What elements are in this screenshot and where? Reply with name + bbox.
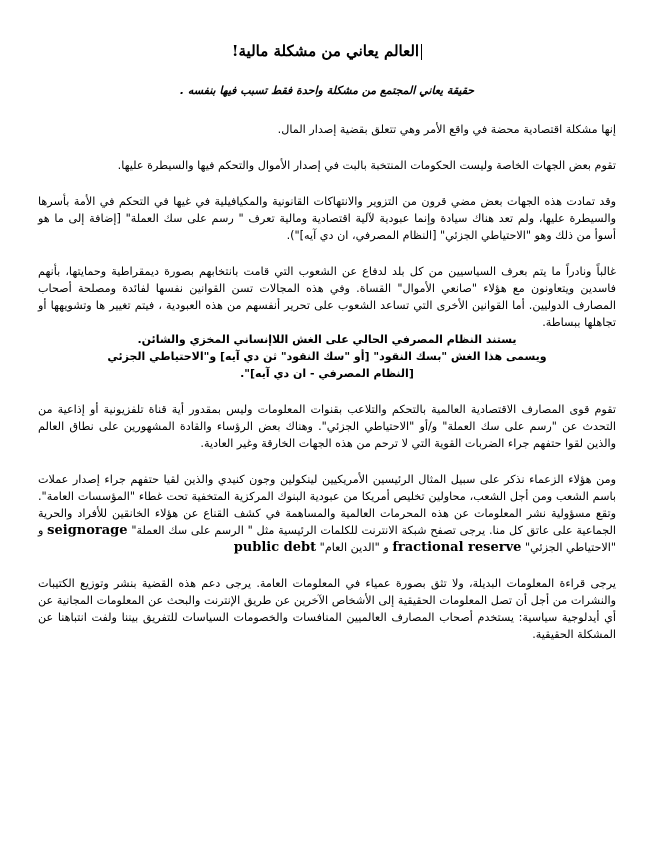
page-title (38, 42, 616, 60)
centered-line-1: يستند النظام المصرفي الحالي على الغش اللاإنساني المخزي والشائن. (137, 333, 517, 346)
keyword-fractional-reserve: fractional reserve (392, 540, 522, 555)
keyword-and-2: و "الدين العام" (319, 541, 389, 554)
keyword-seignorage: seignorage (47, 523, 128, 538)
paragraph-6-text: ومن هؤلاء الزعماء نذكر على سبيل المثال الرئيسين الأمريكيين لينكولين وجون كنيدي والذين لقيا حتفهم جراء إصدار عملات باسم الشعب ومن أجل الشعب، محاولين تخليص أمريكا من عبودية البنوك المركزية المتخفية تحت غطاء "المؤسسات العامة". وتقع مسؤولية نشر المعلومات عن هذه المحرمات العالمية والمساهمة في كشف القناع عن هؤلاء الخانقين للأفراد والحرية الجماعية على عاتق كل منا. يرجى تصفح شبكة الانترنت للكلمات الرئيسية مثل " الرسم على سك العملة" (38, 473, 617, 537)
centered-line-2: ويسمى هذا الغش "بسك النقود" [أو "سك النقود" ثن دي آيه] و"الاحتياطي الجزئي (107, 350, 547, 363)
page-subtitle: حقيقة يعاني المجتمع من مشكلة واحدة فقط تسبب فيها بنفسه . (179, 84, 475, 97)
paragraph-5: تقوم قوى المصارف الاقتصادية العالمية بالتحكم والتلاعب بقنوات المعلومات وليس بمقدور أية قناة تلفزيونية أو إذاعية من التحدث عن "رسم على سك العملة" و/أو "الاحتياطي الجزئي". وهناك بعض الرؤساء والقادة المشهورين على نطاق العالم والذين لقوا حتفهم جراء الضربات القوية التي لا ترحم من هذه الجهات الخارقة وغير العادية. (38, 403, 616, 450)
keyword-partial-reserve-label: "الاحتياطي الجزئي" (525, 541, 616, 554)
centered-line-3: [النظام المصرفي - ان دي آيه]". (240, 367, 414, 380)
keyword-public-debt: public debt (233, 540, 317, 555)
paragraph-3: وقد تمادت هذه الجهات بعض مضي قرون من التزوير والانتهاكات القانونية والمكيافيلية في غيها في التحكم في الأمة بأسرها والسيطرة عليها، ولم تعد هناك سيادة وإنما عبودية لآلية اقتصادية ومالية تعرف " رسم على سك العملة" [إضافة إلى ما هو أسوأ من ذلك وهو "الاحتياطي الجزئي" [النظام المصرفي، ان دي آيه]"). (38, 195, 616, 242)
paragraph-7: يرجى قراءة المعلومات البديلة، ولا تثق بصورة عمياء في المعلومات العامة. يرجى دعم هذه القضية بنشر وتوزيع الكتيبات والنشرات من أجل أن تصل المعلومات الحقيقية إلى الأشخاص الآخرين عن طريق الإنترنت والبحث عن المعلومات المجانية عن أي أيدلوجية سياسية: يستخدم أصحاب المصارف العالميين المنافسات والخصومات السياسات للتفريق بيننا ولفت انتباهنا عن المشكلة الحقيقية. (38, 577, 616, 641)
keyword-and-1: و (38, 524, 44, 537)
paragraph-4: غالباً ونادراً ما يتم بعرف السياسيين من كل بلد لدفاع عن الشعوب التي قامت بانتخابهم بصورة ديمقراطية وحمايتها، بأنهم فاسدين ويتعاونون مع هؤلاء "صانعي الأموال" القساة. وفي هذه المجالات تسن القوانين نفسها لفائدة ومصلحة أصحاب المصارف الدوليين. أما القوانين الأخرى التي تساعد الشعوب على تحرير أنفسهم من هذه العبودية ، فيتم تغيير ها وتشويهها أو تجاهلها ببساطة. (38, 265, 616, 329)
centered-statement (38, 331, 616, 382)
page-title-text: العالم يعاني من مشكلة مالية! (231, 42, 420, 60)
paragraph-6 (38, 471, 616, 556)
document-page (38, 36, 616, 662)
paragraph-1: إنها مشكلة اقتصادية محضة في واقع الأمر وهي تتعلق بقضية إصدار المال. (277, 123, 616, 136)
text-cursor (421, 44, 422, 60)
paragraph-2: تقوم بعض الجهات الخاصة وليست الحكومات المنتخبة بالبت في إصدار الأموال والتحكم فيها والسيطرة عليها. (117, 159, 616, 172)
